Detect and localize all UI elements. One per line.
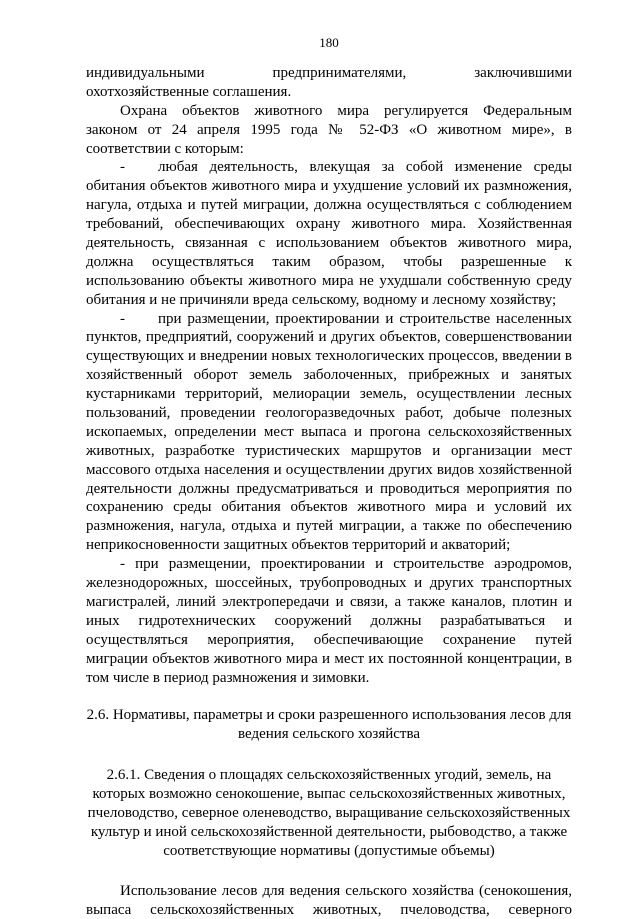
text-line: хозяйственный оборот земель заболоченных, прибрежных и занятых: [86, 367, 572, 384]
text-line: пользований, проведении геологоразведочных работ, добыче полезных: [86, 405, 572, 422]
paragraph-law-reference: [86, 102, 572, 159]
list-item: [86, 555, 572, 687]
text-line: охотхозяйственные соглашения.: [86, 83, 292, 100]
page-number: 180: [319, 35, 339, 50]
text-line: железнодорожных, шоссейных, трубопроводных и других транспортных: [86, 575, 572, 592]
text-line: - при размещении, проектировании и строительстве аэродромов,: [120, 556, 572, 573]
text-line: обитания объектов животного мира и ухудшение условий их размножения,: [86, 178, 572, 195]
text-line: деятельность, связанная с использованием объектов животного мира,: [86, 235, 572, 252]
text-line: законом от 24 апреля 1995 года № 52-ФЗ «О животном мире», в: [86, 121, 572, 138]
list-dash: -: [120, 159, 125, 176]
document-body: [86, 64, 572, 919]
text-line: Охрана объектов животного мира регулируется Федеральным: [120, 102, 572, 119]
text-line: [86, 310, 572, 329]
text-line: индивидуальными предпринимателями, заключившими: [86, 65, 572, 81]
text-line: деятельности должны предусматриваться и проводиться мероприятия по: [86, 480, 572, 497]
text-line: требований, обеспечивающих охрану животного мира. Хозяйственная: [86, 216, 572, 233]
text-line-content: при размещении, проектировании и строительстве населенных: [158, 310, 572, 327]
text-line: нагула, отдыха и путей миграции, должна осуществляться с соблюдением: [86, 197, 572, 214]
text-line: осуществляться мероприятия, обеспечивающие сохранение путей: [86, 631, 572, 648]
text-line-content: любая деятельность, влекущая за собой изменение среды: [158, 159, 572, 176]
paragraph-continuation: [86, 64, 572, 102]
text-line: том числе в период размножения и зимовки.: [86, 669, 370, 686]
text-line: размножения, нагула, отдыха и путей миграции, а также по обеспечению: [86, 518, 572, 535]
heading-line: соответствующие нормативы (допустимые объемы): [163, 842, 495, 859]
heading-line: которых возможно сенокошение, выпас сельскохозяйственных животных,: [92, 786, 566, 803]
text-line: обитания и не причиняли вреда сельскому, водному и лесному хозяйству;: [86, 291, 557, 308]
text-line: массового отдыха населения и осуществлении других видов хозяйственной: [86, 461, 572, 478]
text-line: животных, разработке туристических маршрутов и организации мест: [86, 442, 572, 459]
text-line: иных гидротехнических сооружений должны разрабатываться и: [86, 612, 572, 629]
paragraph-agriculture-use: [86, 882, 572, 919]
list-dash: -: [120, 310, 125, 327]
text-line: соответствии с которым:: [86, 140, 244, 157]
list-item: [86, 158, 572, 309]
text-line: выпаса сельскохозяйственных животных, пчеловодства, северного: [86, 901, 572, 918]
text-line: миграции объектов животного мира и мест их постоянной концентрации, в: [86, 650, 572, 667]
section-heading: [86, 706, 572, 744]
text-line: кустарниками территорий, мелиорации земель, осуществлении лесных: [86, 386, 572, 403]
text-line: сохранению среды обитания объектов животного мира и условий их: [86, 499, 572, 516]
list-item: [86, 310, 572, 556]
heading-line: ведения сельского хозяйства: [237, 726, 421, 743]
text-line: пунктов, предприятий, сооружений и других объектов, совершенствовании: [86, 329, 572, 346]
text-line: неприкосновенности защитных объектов территорий и акваторий;: [86, 537, 511, 554]
text-line: использованию объекты животного мира не ухудшали собственную среду: [86, 272, 572, 289]
subsection-heading: [86, 766, 572, 860]
text-line: ископаемых, определении мест выпаса и прогона сельскохозяйственных: [86, 423, 572, 440]
text-line: Использование лесов для ведения сельского хозяйства (сенокошения,: [120, 882, 572, 899]
heading-line: культур и иной сельскохозяйственной деятельности, рыбоводство, а также: [90, 823, 568, 840]
text-line: существующих и внедрении новых технологических процессов, введении в: [86, 348, 572, 365]
heading-line: пчеловодство, северное оленеводство, выращивание сельскохозяйственных: [87, 804, 571, 821]
heading-line: 2.6. Нормативы, параметры и сроки разрешенного использования лесов для: [86, 707, 572, 724]
text-line: магистралей, линий электропередачи и связи, а также каналов, плотин и: [86, 593, 572, 610]
text-line: [86, 158, 572, 177]
heading-line: 2.6.1. Сведения о площадях сельскохозяйственных угодий, земель, на: [106, 767, 552, 784]
text-line: должна осуществляться таким образом, чтобы разрешенные к: [86, 253, 572, 270]
